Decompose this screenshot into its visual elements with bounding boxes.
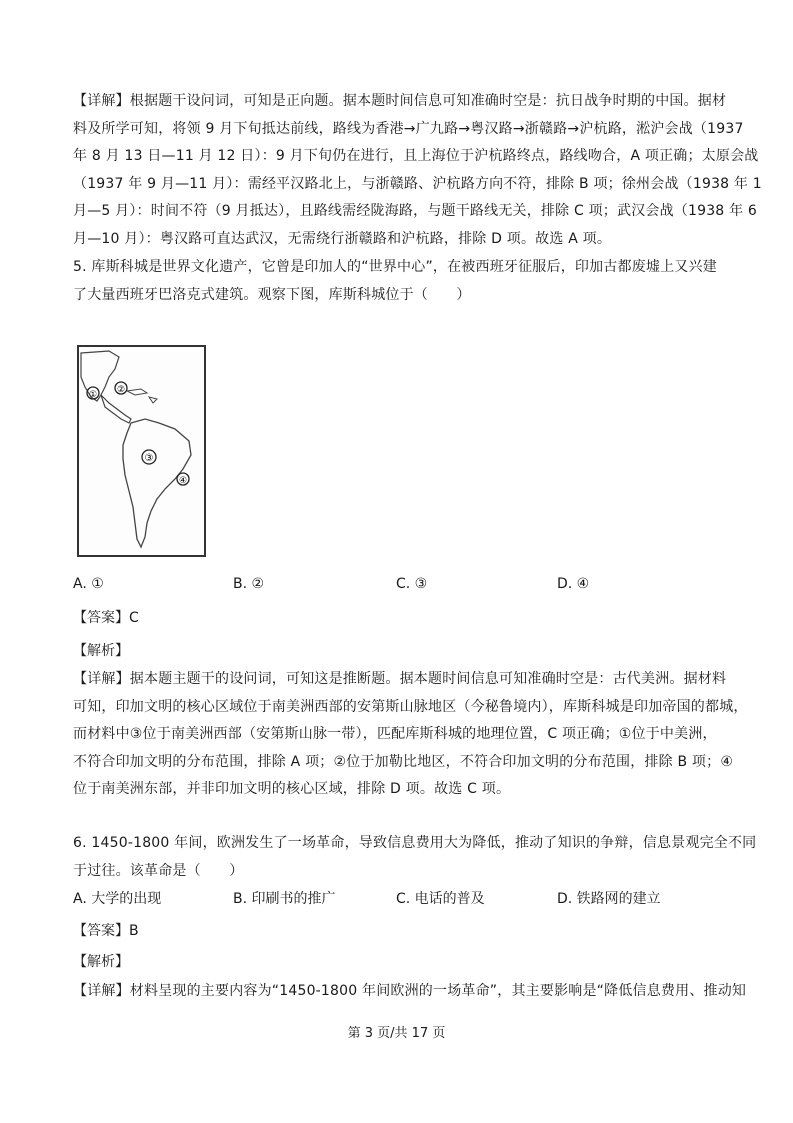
q6-option-d: D. 铁路网的建立 (557, 891, 661, 907)
text-line: 于过往。该革命是（ ） (73, 862, 244, 879)
map-marker-2: ② (116, 385, 126, 395)
text-line: （1937 年 9 月—11 月）：需经平汉路北上，与浙赣路、沪杭路方向不符，排除 B 项；徐州会战（1938 年 1 (73, 175, 762, 192)
question-5-stem (73, 254, 733, 309)
q5-option-c: C. ③ (396, 576, 428, 592)
q5-analysis-heading: 【解析】 (73, 643, 129, 659)
text-line: 不符合印加文明的分布范围，排除 A 项；②位于加勒比地区，不符合印加文明的分布范围，排除 B 项；④ (73, 753, 734, 770)
text-line: 可知，印加文明的核心区域位于南美洲西部的安第斯山脉地区（今秘鲁境内），库斯科城是印加帝国的都城， (73, 698, 748, 715)
text-line: 位于南美洲东部，并非印加文明的核心区域，排除 D 项。故选 C 项。 (73, 781, 511, 797)
page-number-footer: 第 3 页/共 17 页 (347, 1026, 446, 1041)
q6-detail (73, 978, 747, 1006)
q5-detail (73, 666, 748, 804)
text-line: 了大量西班牙巴洛克式建筑。观察下图，库斯科城位于（ ） (73, 286, 471, 303)
q6-analysis-heading: 【解析】 (73, 954, 129, 970)
text-line: 6. 1450-1800 年间，欧洲发生了一场革命，导致信息费用大为降低，推动了知识的争辩，信息景观完全不同 (73, 835, 757, 851)
text-line: 而材料中③位于南美洲西部（安第斯山脉一带），匹配库斯科城的地理位置，C 项正确；①位于中美洲， (73, 726, 717, 742)
q5-option-a: A. ① (73, 576, 104, 592)
americas-map-drawing (79, 347, 204, 555)
text-line: 料及所学可知，将领 9 月下旬抵达前线，路线为香港→广九路→粤汉路→浙赣路→沪杭路，淞沪会战（1937 (73, 120, 744, 137)
text-line: 5. 库斯科城是世界文化遗产，它曾是印加人的“世界中心”，在被西班牙征服后，印加古都废墟上又兴建 (73, 259, 717, 275)
text-line: 年 8 月 13 日—11 月 12 日）：9 月下旬仍在进行，且上海位于沪杭路终点，路线吻合，A 项正确；太原会战 (73, 148, 759, 164)
map-marker-1: ① (88, 390, 98, 400)
map-marker-4: ④ (178, 476, 188, 486)
detail-paragraph-q4 (73, 88, 762, 253)
map-marker-3: ③ (144, 453, 154, 464)
q6-option-b: B. 印刷书的推广 (233, 891, 336, 907)
q6-answer: 【答案】B (73, 923, 139, 939)
question-6-stem (73, 830, 757, 885)
text-line: 月—5 月）：时间不符（9 月抵达），且路线需经陇海路，与题干路线无关，排除 C 项；武汉会战（1938 年 6 (73, 203, 758, 219)
q6-option-c: C. 电话的普及 (396, 891, 485, 907)
q6-option-a: A. 大学的出现 (73, 891, 162, 907)
text-line: 【详解】材料呈现的主要内容为“1450-1800 年间欧洲的一场革命”，其主要影响是“降低信息费用、推动知 (73, 983, 747, 999)
q5-answer: 【答案】C (73, 610, 139, 626)
text-line: 月—10 月）：粤汉路可直达武汉，无需绕行浙赣路和沪杭路，排除 D 项。故选 A 项。 (73, 230, 612, 247)
text-line: 【详解】据本题主题干的设问词，可知这是推断题。据本题时间信息可知准确时空是：古代美洲。据材料 (73, 671, 727, 687)
q5-option-d: D. ④ (557, 576, 590, 592)
q5-option-b: B. ② (233, 576, 265, 592)
text-line: 【详解】根据题干设问词，可知是正向题。据本题时间信息可知准确时空是：抗日战争时期的中国。据材 (73, 93, 727, 109)
americas-map (77, 345, 206, 557)
